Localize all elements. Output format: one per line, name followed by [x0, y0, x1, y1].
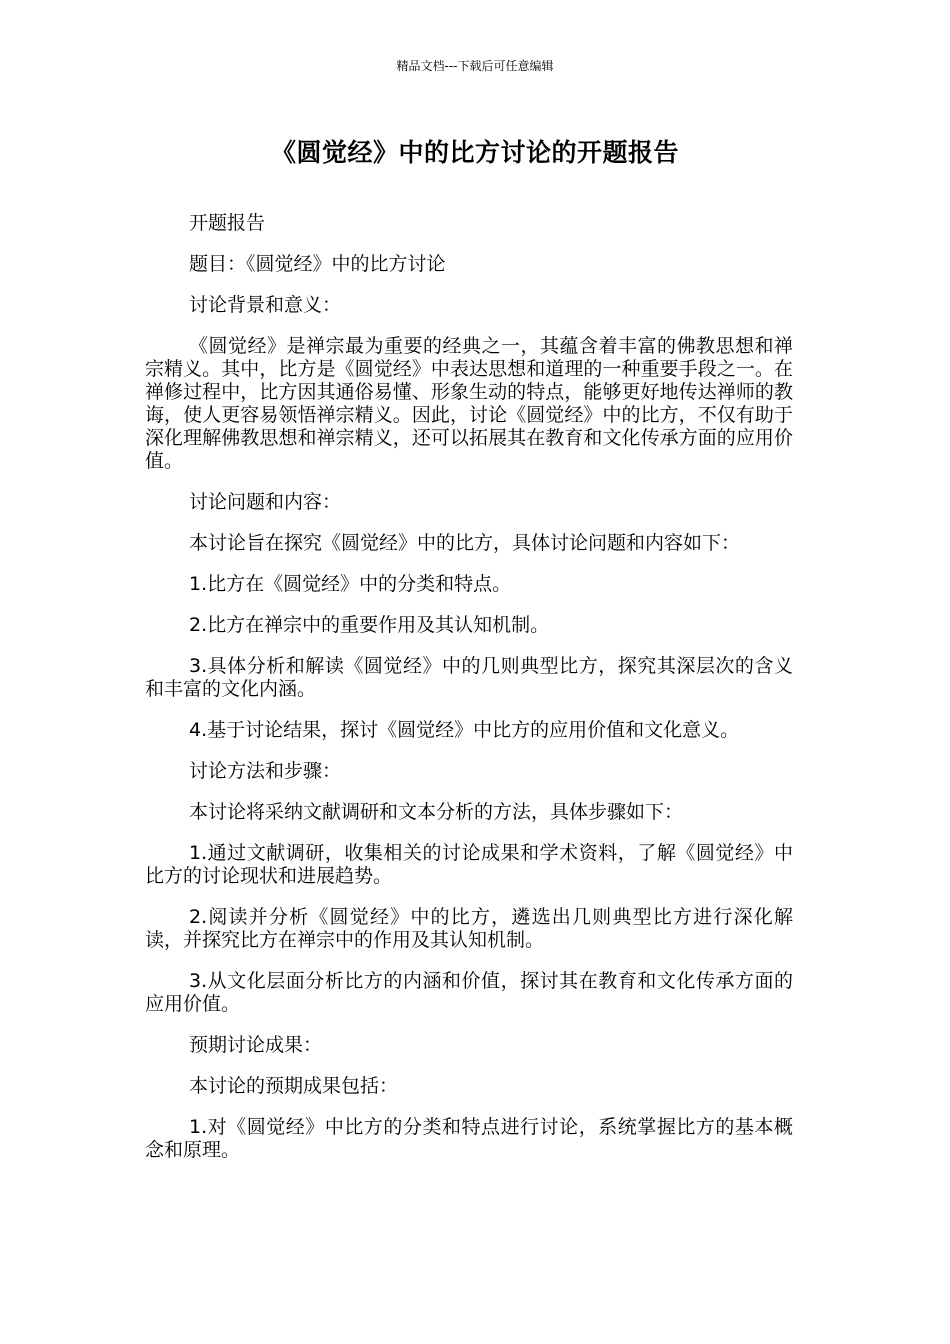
document-title: 《圆觉经》中的比方讨论的开题报告 — [270, 138, 679, 167]
paragraph: 3.具体分析和解读《圆觉经》中的几则典型比方，探究其深层次的含义和丰富的文化内涵。 — [145, 655, 793, 700]
paragraph: 讨论问题和内容： — [189, 491, 342, 513]
paragraph: 3.从文化层面分析比方的内涵和价值，探讨其在教育和文化传承方面的应用价值。 — [145, 970, 793, 1015]
paragraph: 2.阅读并分析《圆觉经》中的比方，遴选出几则典型比方进行深化解读，并探究比方在禅宗中的作用及其认知机制。 — [145, 906, 793, 951]
paragraph: 预期讨论成果： — [189, 1034, 323, 1056]
paragraph: 1.比方在《圆觉经》中的分类和特点。 — [189, 573, 512, 595]
paragraph: 《圆觉经》是禅宗最为重要的经典之一，其蕴含着丰富的佛教思想和禅宗精义。其中，比方是《圆觉经》中表达思想和道理的一种重要手段之一。在禅修过程中，比方因其通俗易懂、形象生动的特点，能够更好地传达禅师的教诲，使人更容易领悟禅宗精义。因此，讨论《圆觉经》中的比方，不仅有助于深化理解佛教思想和禅宗精义，还可以拓展其在教育和文化传承方面的应用价值。 — [145, 335, 793, 472]
paragraph: 1.通过文献调研，收集相关的讨论成果和学术资料，了解《圆觉经》中比方的讨论现状和进展趋势。 — [145, 842, 793, 887]
paragraph: 本讨论旨在探究《圆觉经》中的比方，具体讨论问题和内容如下： — [189, 532, 741, 554]
document-body — [145, 212, 793, 1180]
page-header: 精品文档---下载后可任意编辑 — [396, 59, 554, 73]
paragraph: 2.比方在禅宗中的重要作用及其认知机制。 — [189, 614, 550, 636]
paragraph: 题目：《圆觉经》中的比方讨论 — [189, 253, 446, 275]
paragraph: 4.基于讨论结果，探讨《圆觉经》中比方的应用价值和文化意义。 — [189, 719, 740, 741]
paragraph: 讨论背景和意义： — [189, 294, 342, 316]
paragraph: 1.对《圆觉经》中比方的分类和特点进行讨论，系统掌握比方的基本概念和原理。 — [145, 1116, 793, 1161]
paragraph: 讨论方法和步骤： — [189, 760, 342, 782]
paragraph: 本讨论的预期成果包括： — [189, 1075, 399, 1097]
paragraph: 开题报告 — [189, 212, 266, 234]
paragraph: 本讨论将采纳文献调研和文本分析的方法，具体步骤如下： — [189, 801, 684, 823]
